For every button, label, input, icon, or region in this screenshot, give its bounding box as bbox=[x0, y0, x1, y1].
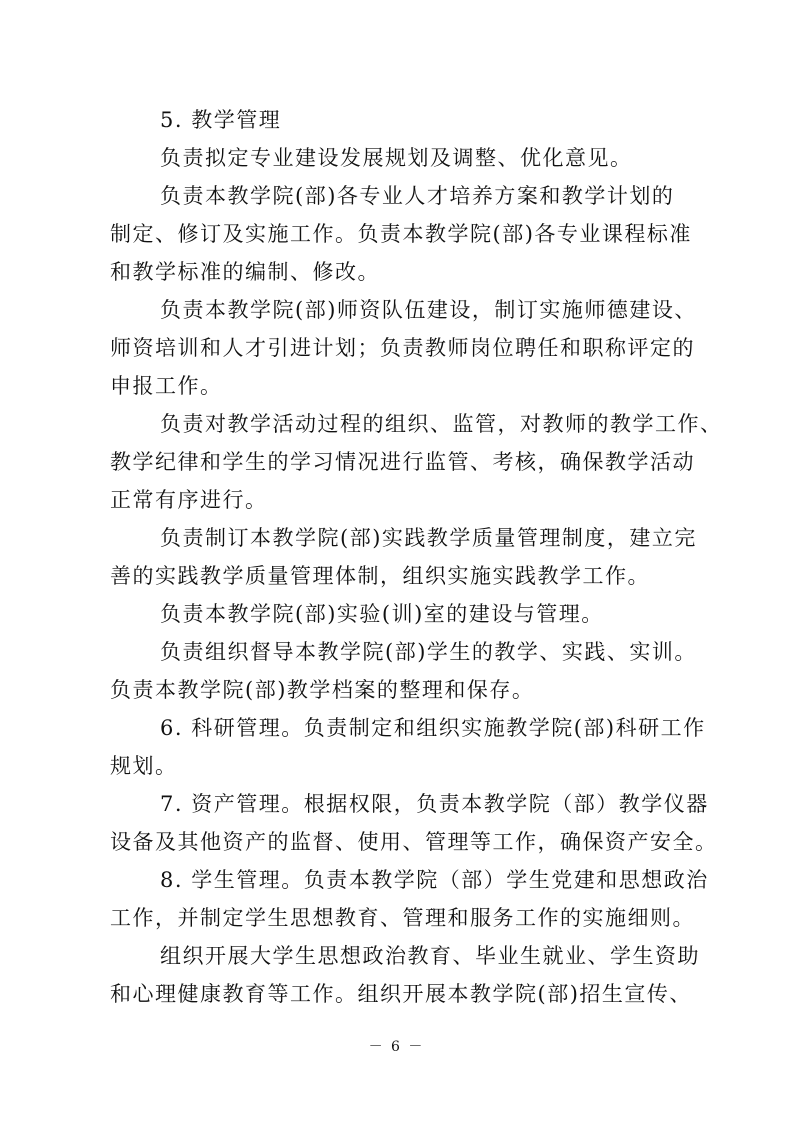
page-number: － 6 － bbox=[368, 1039, 425, 1055]
paragraph-line: 工作，并制定学生思想教育、管理和服务工作的实施细则。 bbox=[110, 906, 695, 930]
paragraph-line: 正常有序进行。 bbox=[110, 488, 268, 512]
paragraph-line: 设备及其他资产的监督、使用、管理等工作，确保资产安全。 bbox=[110, 830, 718, 854]
paragraph-line: 善的实践教学质量管理体制，组织实施实践教学工作。 bbox=[110, 564, 650, 588]
paragraph-line: 组织开展大学生思想政治教育、毕业生就业、学生资助 bbox=[160, 944, 700, 968]
section-heading-research-management: 6. 科研管理。负责制定和组织实施教学院(部)科研工作 bbox=[160, 716, 706, 740]
paragraph-line: 负责组织督导本教学院(部)学生的教学、实践、实训。 bbox=[160, 640, 697, 664]
section-heading-asset-management: 7. 资产管理。根据权限，负责本教学院（部）教学仪器 bbox=[160, 792, 709, 816]
paragraph-line: 负责本教学院(部)各专业人才培养方案和教学计划的 bbox=[160, 184, 675, 208]
paragraph-line: 和教学标准的编制、修改。 bbox=[110, 260, 380, 284]
paragraph-line: 负责本教学院(部)教学档案的整理和保存。 bbox=[110, 678, 535, 702]
paragraph-line: 师资培训和人才引进计划；负责教师岗位聘任和职称评定的 bbox=[110, 336, 695, 360]
document-body bbox=[110, 101, 723, 1013]
paragraph-line: 申报工作。 bbox=[110, 374, 223, 398]
section-heading-student-management: 8. 学生管理。负责本教学院（部）学生党建和思想政治 bbox=[160, 868, 709, 892]
paragraph-line: 负责对教学活动过程的组织、监管，对教师的教学工作、 bbox=[160, 412, 723, 436]
paragraph-line: 教学纪律和学生的学习情况进行监管、考核，确保教学活动 bbox=[110, 450, 695, 474]
paragraph-line: 负责拟定专业建设发展规划及调整、优化意见。 bbox=[160, 146, 633, 170]
paragraph-line: 负责本教学院(部)实验(训)室的建设与管理。 bbox=[160, 602, 604, 626]
paragraph-line: 负责制订本教学院(部)实践教学质量管理制度，建立完 bbox=[160, 526, 697, 550]
section-heading-teaching-management: 5. 教学管理 bbox=[160, 108, 282, 132]
paragraph-line: 规划。 bbox=[110, 754, 178, 778]
paragraph-line: 和心理健康教育等工作。组织开展本教学院(部)招生宣传、 bbox=[110, 982, 692, 1006]
paragraph-line: 制定、修订及实施工作。负责本教学院(部)各专业课程标准 bbox=[110, 222, 692, 246]
paragraph-line: 负责本教学院(部)师资队伍建设，制订实施师德建设、 bbox=[160, 298, 697, 322]
